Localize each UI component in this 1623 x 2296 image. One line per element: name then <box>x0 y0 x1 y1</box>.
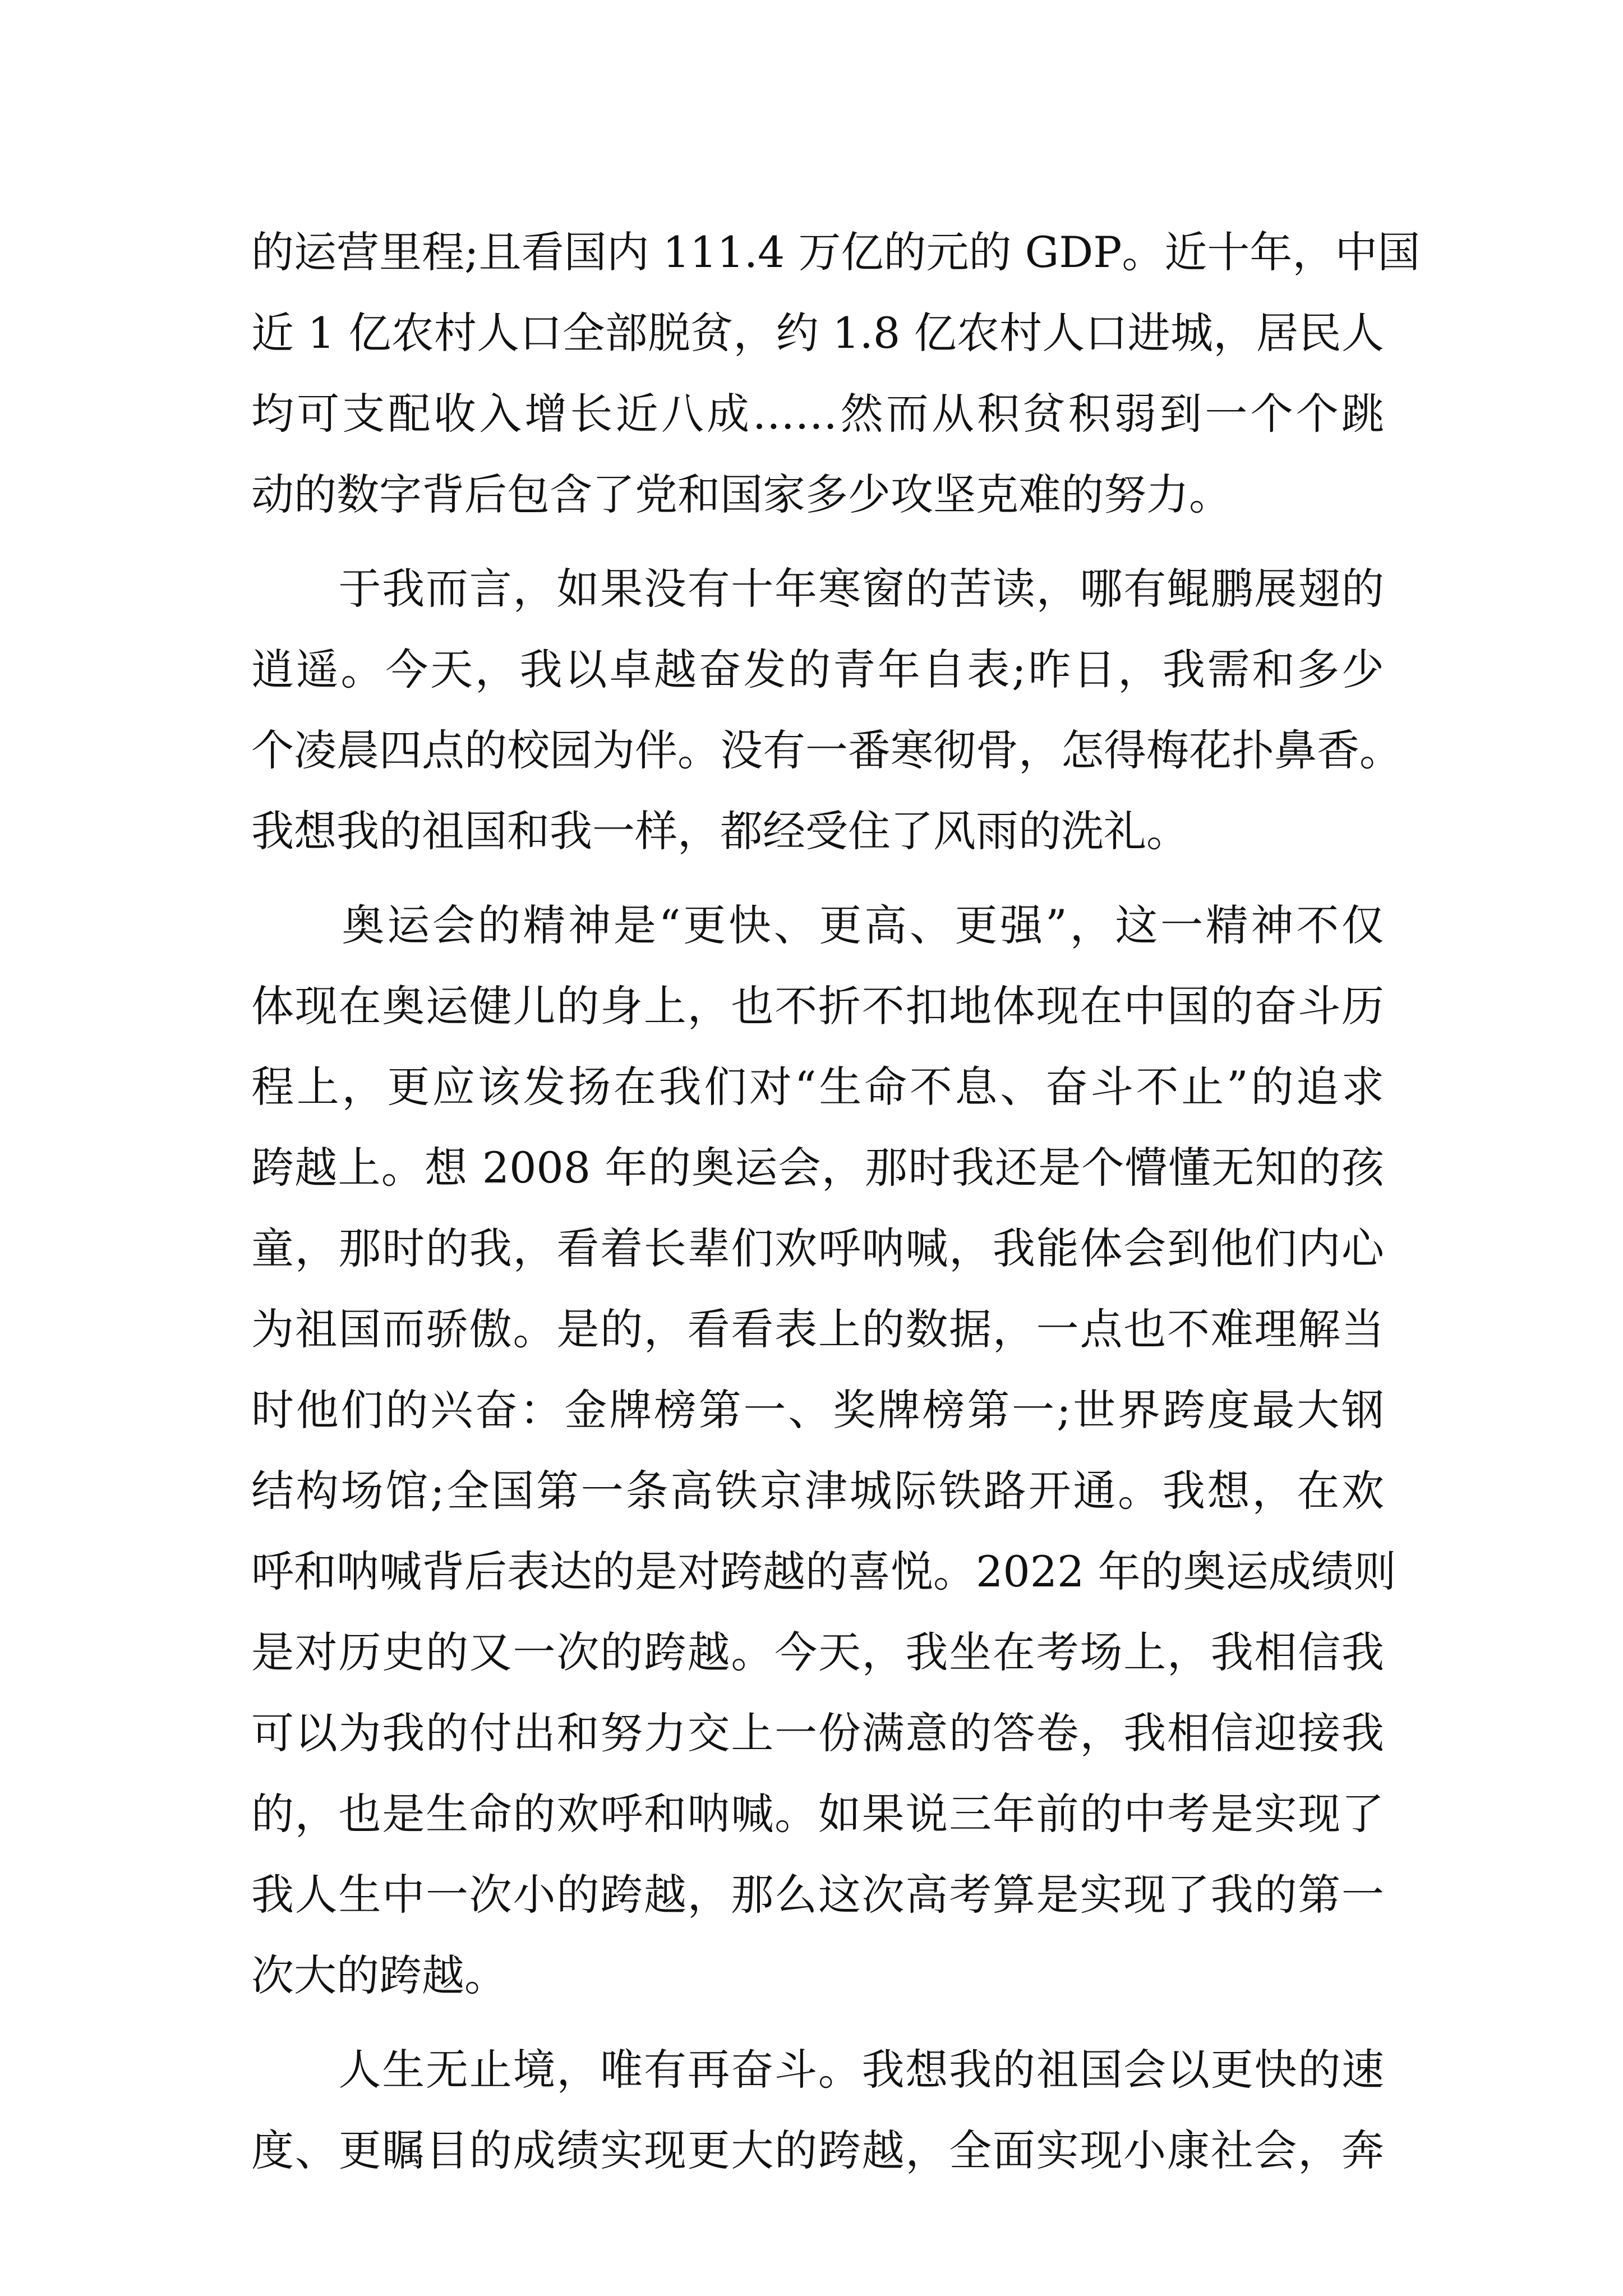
text-line: 人生无止境，唯有再奋斗。我想我的祖国会以更快的速 <box>251 2045 1384 2095</box>
text-line: 的运营里程;且看国内 111.4 万亿的元的 GDP。近十年，中国 <box>251 227 1421 277</box>
text-line: 结构场馆;全国第一条高铁京津城际铁路开通。我想，在欢 <box>251 1466 1384 1516</box>
paragraph-4 <box>251 2030 1384 2191</box>
paragraph-3 <box>251 885 1396 2016</box>
text-line: 是对历史的又一次的跨越。今天，我坐在考场上，我相信我 <box>251 1627 1384 1677</box>
text-line: 童，那时的我，看着长辈们欢呼呐喊，我能体会到他们内心 <box>251 1223 1384 1273</box>
text-line: 个凌晨四点的校园为伴。没有一番寒彻骨，怎得梅花扑鼻香。 <box>251 725 1402 775</box>
text-line: 的，也是生命的欢呼和呐喊。如果说三年前的中考是实现了 <box>251 1789 1384 1839</box>
text-line: 近 1 亿农村人口全部脱贫，约 1.8 亿农村人口进城，居民人 <box>251 308 1384 358</box>
text-line: 奥运会的精神是“更快、更高、更强”，这一精神不仅 <box>251 900 1384 950</box>
text-line: 时他们的兴奋：金牌榜第一、奖牌榜第一;世界跨度最大钢 <box>251 1385 1384 1435</box>
paragraph-1 <box>251 212 1421 535</box>
text-line: 我人生中一次小的跨越，那么这次高考算是实现了我的第一 <box>251 1870 1384 1920</box>
text-line: 我想我的祖国和我一样，都经受住了风雨的洗礼。 <box>251 806 1189 856</box>
text-line: 呼和呐喊背后表达的是对跨越的喜悦。2022 年的奥运成绩则 <box>251 1547 1396 1596</box>
text-line: 跨越上。想 2008 年的奥运会，那时我还是个懵懂无知的孩 <box>251 1143 1384 1193</box>
text-line: 于我而言，如果没有十年寒窗的苦读，哪有鲲鹏展翅的 <box>251 564 1384 614</box>
text-line: 动的数字背后包含了党和国家多少攻坚克难的努力。 <box>251 470 1232 519</box>
body-text <box>251 212 1421 2191</box>
text-line: 均可支配收入增长近八成……然而从积贫积弱到一个个跳 <box>251 389 1384 439</box>
text-line: 程上，更应该发扬在我们对“生命不息、奋斗不止”的追求 <box>251 1062 1384 1112</box>
text-line: 次大的跨越。 <box>251 1950 507 2000</box>
text-line: 为祖国而骄傲。是的，看看表上的数据，一点也不难理解当 <box>251 1304 1384 1354</box>
text-line: 逍遥。今天，我以卓越奋发的青年自表;昨日，我需和多少 <box>251 645 1384 694</box>
text-line: 度、更瞩目的成绩实现更大的跨越，全面实现小康社会，奔 <box>251 2125 1384 2175</box>
text-line: 可以为我的付出和努力交上一份满意的答卷，我相信迎接我 <box>251 1708 1384 1758</box>
text-line: 体现在奥运健儿的身上，也不折不扣地体现在中国的奋斗历 <box>251 981 1384 1031</box>
paragraph-2 <box>251 549 1402 872</box>
